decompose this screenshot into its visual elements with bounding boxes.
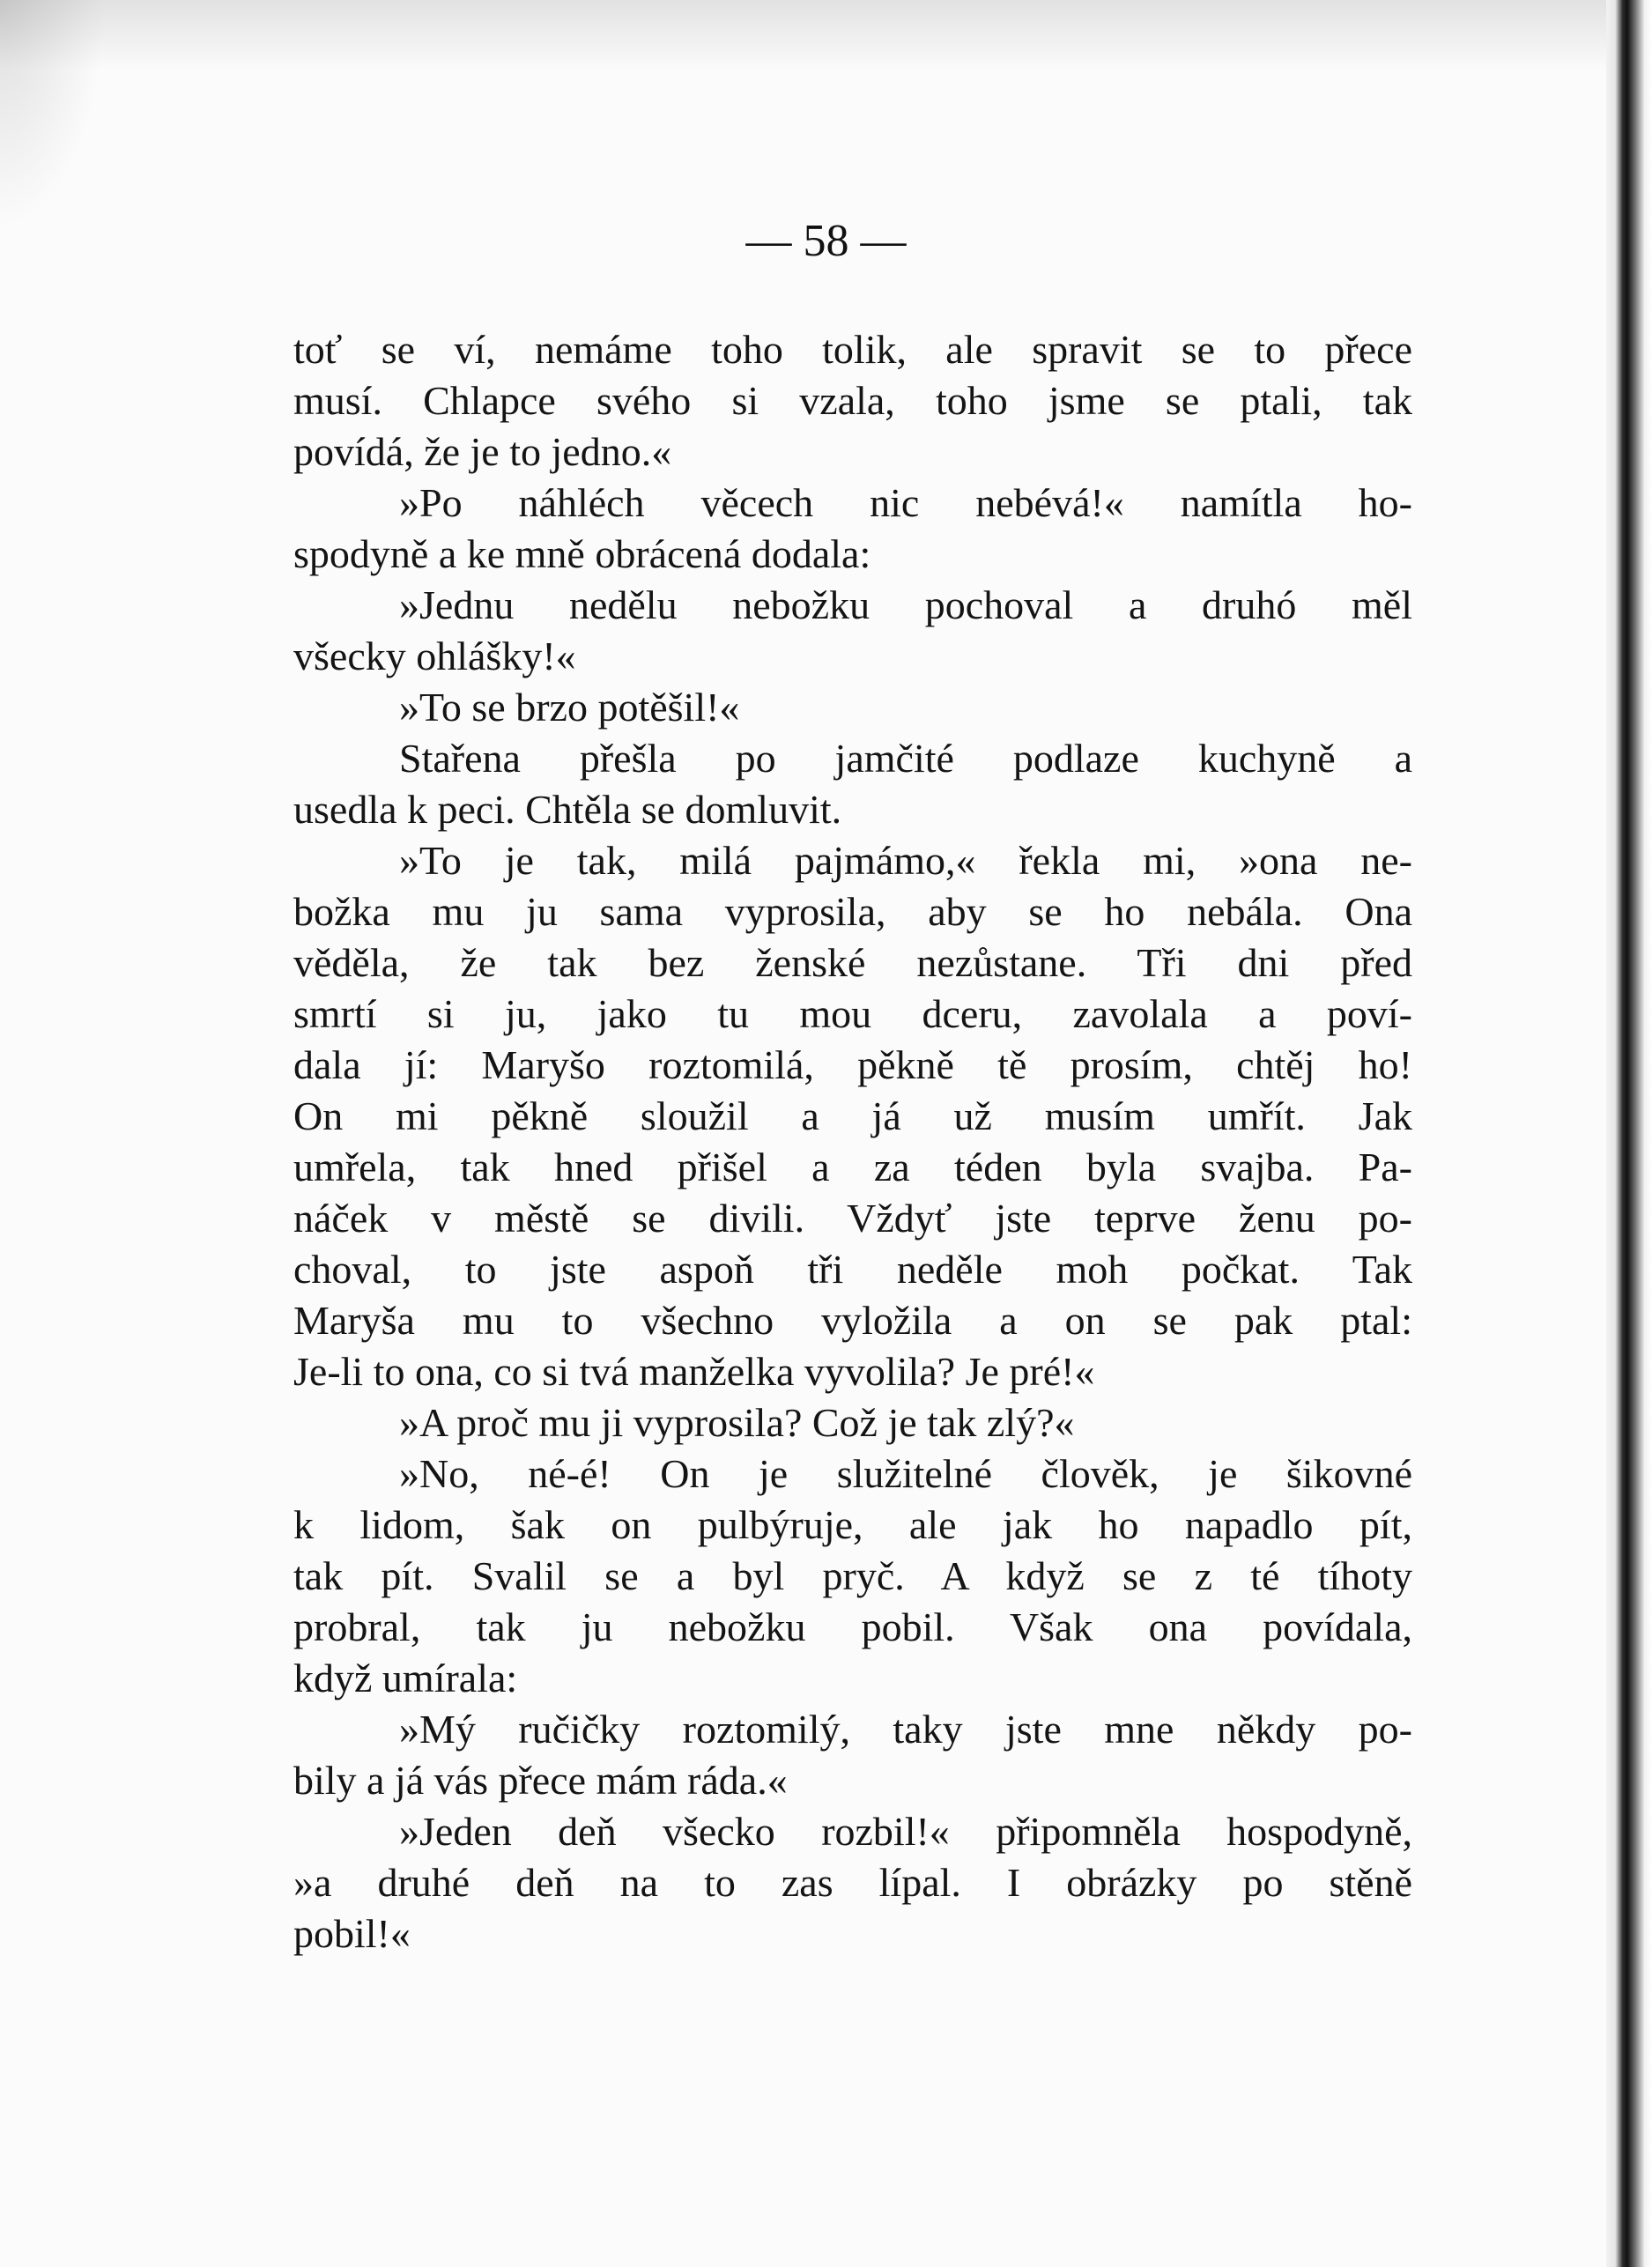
text-line: bily a já vás přece mám ráda.« bbox=[293, 1758, 788, 1803]
text-line: všecky ohlášky!« bbox=[293, 633, 576, 678]
text-line: tak pít. Svalil se a byl pryč. A když se z té tíhoty bbox=[293, 1553, 1412, 1598]
text-line: »No, né-é! On je služitelné člověk, je šikovné bbox=[399, 1451, 1412, 1496]
text-line: věděla, že tak bez ženské nezůstane. Tři dni před bbox=[293, 940, 1412, 985]
text-line: »Po náhléch věcech nic nebévá!« namítla ho- bbox=[399, 480, 1412, 525]
text-line: usedla k peci. Chtěla se domluvit. bbox=[293, 787, 842, 832]
text-line: pobil!« bbox=[293, 1911, 411, 1956]
scan-shadow-top bbox=[0, 0, 1652, 70]
body-text bbox=[293, 324, 1412, 1960]
text-line: spodyně a ke mně obrácená dodala: bbox=[293, 531, 871, 576]
text-line: On mi pěkně sloužil a já už musím umřít. Jak bbox=[293, 1093, 1412, 1138]
text-line: »Jednu nedělu nebožku pochoval a druhó měl bbox=[399, 582, 1412, 627]
text-line: smrtí si ju, jako tu mou dceru, zavolala a poví- bbox=[293, 991, 1412, 1036]
text-line: k lidom, šak on pulbýruje, ale jak ho napadlo pít, bbox=[293, 1502, 1412, 1547]
text-line: dala jí: Maryšo roztomilá, pěkně tě prosím, chtěj ho! bbox=[293, 1042, 1412, 1087]
text-line: božka mu ju sama vyprosila, aby se ho nebála. Ona bbox=[293, 889, 1412, 934]
text-line: Je-li to ona, co si tvá manželka vyvolila? Je pré!« bbox=[293, 1349, 1095, 1394]
text-line: probral, tak ju nebožku pobil. Však ona povídala, bbox=[293, 1604, 1412, 1649]
text-line: »A proč mu ji vyprosila? Což je tak zlý?« bbox=[399, 1400, 1075, 1445]
text-line: musí. Chlapce svého si vzala, toho jsme se ptali, tak bbox=[293, 378, 1412, 423]
text-line: Maryša mu to všechno vyložila a on se pak ptal: bbox=[293, 1298, 1412, 1343]
text-line: choval, to jste aspoň tři neděle moh počkat. Tak bbox=[293, 1247, 1412, 1292]
text-line: povídá, že je to jedno.« bbox=[293, 429, 672, 474]
text-line: Stařena přešla po jamčité podlaze kuchyně a bbox=[399, 736, 1412, 781]
page-binding-edge bbox=[1606, 0, 1652, 2267]
text-line: »a druhé deň na to zas lípal. I obrázky po stěně bbox=[293, 1860, 1412, 1905]
text-line: »To se brzo potěšil!« bbox=[399, 685, 740, 730]
text-line: »To je tak, milá pajmámo,« řekla mi, »ona ne- bbox=[399, 838, 1412, 883]
scan-shadow-corner bbox=[0, 0, 106, 229]
text-line: »Mý ručičky roztomilý, taky jste mne někdy po- bbox=[399, 1707, 1412, 1752]
text-line: když umírala: bbox=[293, 1656, 518, 1700]
text-line: »Jeden deň všecko rozbil!« připomněla hospodyně, bbox=[399, 1809, 1412, 1854]
page-number: — 58 — bbox=[745, 216, 907, 266]
text-line: toť se ví, nemáme toho tolik, ale spravit se to přece bbox=[293, 327, 1412, 372]
text-line: umřela, tak hned přišel a za téden byla svajba. Pa- bbox=[293, 1145, 1412, 1189]
text-line: náček v městě se divili. Vždyť jste teprve ženu po- bbox=[293, 1196, 1412, 1241]
